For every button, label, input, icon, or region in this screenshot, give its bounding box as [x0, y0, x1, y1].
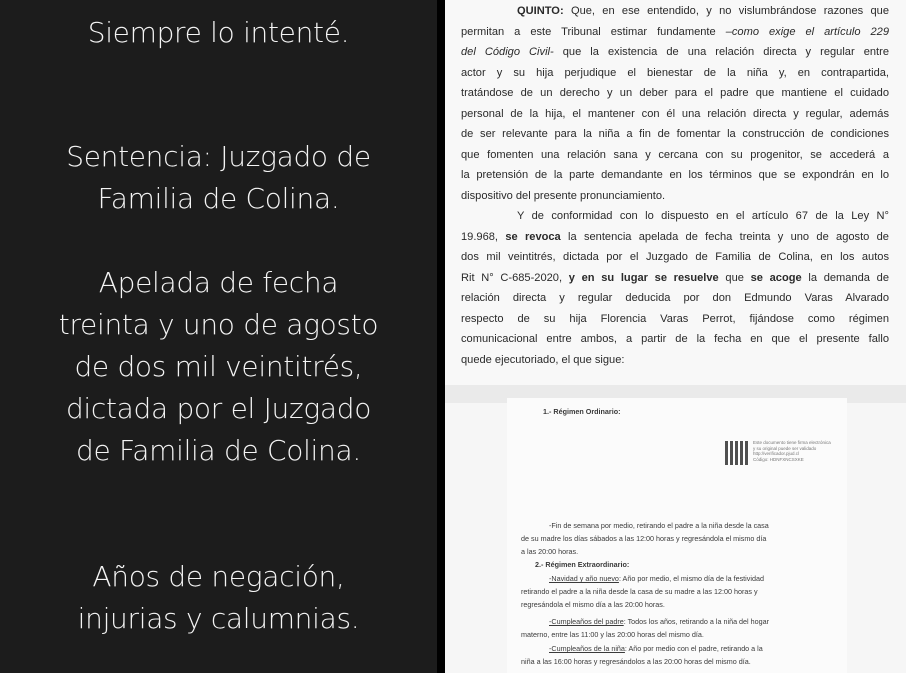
- text-run: 19.968,: [461, 230, 506, 243]
- italic-run: –como exige el artículo 229: [725, 25, 889, 38]
- text-block-apelada: [0, 262, 437, 472]
- bold-run: y en su lugar se resuelve: [568, 271, 719, 284]
- text-siempre: Siempre lo intenté.: [87, 16, 350, 49]
- document-line: [461, 63, 889, 84]
- document-line: [461, 247, 889, 268]
- text-block-anos: [0, 556, 437, 640]
- text-run: de ser relevante para la niña a fin de fomentar la construcción de condiciones: [461, 128, 889, 140]
- document-line: [461, 124, 889, 145]
- document-panel: [445, 0, 906, 673]
- document-line: [461, 227, 889, 248]
- document-page-2: [507, 398, 847, 673]
- document-line: [461, 350, 889, 371]
- cumple-nina-label: -Cumpleaños de la niña: [549, 644, 625, 653]
- extra-line-7: niña a las 16:00 horas y regresándolos a las 20:00 horas del mismo día.: [521, 657, 751, 666]
- text-run: tratándose de un derecho y un deber para el padre que mantiene el cuidado: [461, 87, 889, 99]
- navidad-label: -Navidad y año nuevo: [549, 574, 619, 583]
- document-line: [461, 83, 889, 104]
- text-run: dos mil veintitrés, dictada por el Juzgado de Familia de Colina, en los autos: [461, 251, 889, 263]
- document-line: [461, 268, 889, 289]
- text-anos-2: injurias y calumnias.: [77, 602, 360, 635]
- navidad-text: : Año por medio, el mismo día de la festividad: [618, 574, 764, 583]
- extra-line-6: [549, 644, 763, 653]
- text-run: que fomenten una relación sana y cercana con su progenitor, se accederá a: [461, 148, 889, 161]
- text-block-sentencia: [0, 136, 437, 220]
- document-line: [461, 104, 889, 125]
- bold-run: se acoge: [750, 271, 802, 284]
- text-run: Que, en ese entendido, y no vislumbrándose razones que: [563, 5, 889, 17]
- document-line: [461, 145, 889, 166]
- cumple-nina-text: : Año por medio con el padre, retirando a la: [624, 644, 763, 653]
- extra-line-5: materno, entre las 11:00 y las 20:00 horas del mismo día.: [521, 630, 704, 639]
- text-run: que: [718, 271, 751, 284]
- text-run: permitan a este Tribunal estimar fundamente: [461, 25, 726, 38]
- signature-note: [753, 440, 843, 462]
- document-line: [461, 186, 889, 207]
- text-sentencia-1: Sentencia: Juzgado de: [66, 140, 371, 173]
- text-run: Rit N° C-685-2020,: [461, 271, 569, 284]
- document-line: [461, 288, 889, 309]
- ordinario-line-3: a las 20:00 horas.: [521, 547, 579, 556]
- ordinario-line-2: de su madre los días sábados a las 12:00 horas y regresándola el mismo día: [521, 534, 767, 543]
- qr-text-2: y su original puede ser validado: [753, 445, 817, 451]
- document-line: [461, 42, 889, 63]
- document-line: [461, 1, 889, 22]
- panel-divider: [437, 0, 445, 673]
- document-line: [461, 206, 889, 227]
- text-run: actor y su hija perjudique el bienestar de la niña y, en contrapartida,: [461, 66, 889, 79]
- qr-text-4: Código: HDNFXNCSXKE: [753, 456, 804, 462]
- text-apelada-4: dictada por el Juzgado: [65, 392, 372, 425]
- text-line: [0, 12, 437, 54]
- text-run: la demanda de: [801, 271, 889, 284]
- extra-line-2: retirando el padre a la niña desde la casa de su madre a las 12:00 horas y: [521, 587, 758, 596]
- text-run: relación directa y regular deducida por don Edmundo Varas Alvarado: [461, 292, 889, 304]
- italic-run: del Código Civil-: [461, 46, 554, 58]
- cumple-padre-label: -Cumpleaños del padre: [549, 617, 624, 626]
- qr-text-1: Este documento tiene firma electrónica: [753, 440, 831, 445]
- text-apelada-3: de dos mil veintitrés,: [74, 350, 363, 383]
- document-line: [461, 329, 889, 350]
- extra-line-1: [549, 574, 764, 583]
- text-run: que la existencia de una relación directa y regular entre: [553, 46, 889, 58]
- ordinario-line-1: -Fin de semana por medio, retirando el padre a la niña desde la casa: [549, 521, 769, 530]
- text-run: la sentencia apelada de fecha treinta y uno de agosto de: [560, 230, 889, 243]
- document-line: [461, 309, 889, 330]
- heading-regimen-extraordinario: 2.- Régimen Extraordinario:: [535, 560, 630, 569]
- bold-run: se revoca: [505, 230, 561, 243]
- heading-regimen-ordinario: 1.- Régimen Ordinario:: [543, 407, 621, 416]
- text-apelada-1: Apelada de fecha: [98, 266, 339, 299]
- document-page-1: [445, 0, 906, 385]
- text-sentencia-2: Familia de Colina.: [97, 182, 340, 215]
- text-anos-1: Años de negación,: [92, 560, 345, 593]
- text-run: comunicacional entre ambos, a partir de la fecha en que el presente fallo: [461, 333, 889, 345]
- text-apelada-5: de Familia de Colina.: [76, 434, 361, 467]
- cumple-padre-text: : Todos los años, retirando a la niña del hogar: [623, 617, 770, 626]
- document-line: [461, 22, 889, 43]
- document-text: [461, 0, 889, 370]
- text-run: Y de conformidad con lo dispuesto en el artículo 67 de la Ley N°: [517, 210, 889, 222]
- text-run: dispositivo del presente pronunciamiento.: [461, 189, 666, 202]
- text-apelada-2: treinta y uno de agosto: [58, 308, 379, 341]
- story-text-panel: [0, 0, 437, 673]
- text-run: la pretensión de la parte demandante en los términos que se expondrán en lo: [461, 169, 889, 181]
- extra-line-4: [549, 617, 769, 626]
- document-line: [461, 165, 889, 186]
- bold-run: QUINTO:: [517, 5, 564, 17]
- extra-line-3: regresándola el mismo día a las 20:00 horas.: [521, 600, 665, 609]
- text-run: quede ejecutoriado, el que sigue:: [461, 353, 625, 366]
- text-run: personal de la hija, el mantener con él una relación directa y regular, además: [461, 107, 889, 120]
- qr-code-icon: [725, 441, 749, 465]
- qr-text-3: http://verificador.pjud.cl: [753, 451, 800, 456]
- text-run: respecto de su hija Florencia Varas Perrot, fijándose como régimen: [461, 312, 889, 325]
